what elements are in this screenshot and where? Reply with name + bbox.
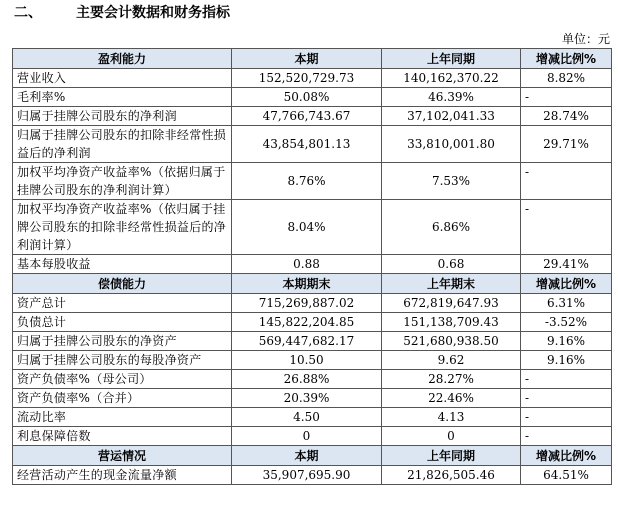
current-value: 8.76%	[232, 163, 382, 200]
current-value: 43,854,801.13	[232, 126, 382, 163]
current-value: 35,907,695.90	[232, 466, 382, 485]
unit-note: 单位：元	[561, 32, 610, 46]
financial-indicators-table	[12, 48, 612, 485]
change-value: 64.51%	[521, 466, 612, 485]
current-value: 20.39%	[232, 389, 382, 408]
table-row	[13, 332, 612, 351]
prior-value: 21,826,505.46	[382, 466, 521, 485]
table-row	[13, 163, 612, 200]
prior-value: 33,810,001.80	[382, 126, 521, 163]
table-row	[13, 427, 612, 446]
header-change-ratio: 增减比例%	[521, 274, 612, 294]
table-row	[13, 200, 612, 255]
header-row-profitability	[13, 49, 612, 69]
row-label: 加权平均净资产收益率%（依据归属于挂牌公司股东的净利润计算）	[13, 163, 232, 200]
current-value: 50.08%	[232, 88, 382, 107]
change-value: 29.71%	[521, 126, 612, 163]
section-title: 主要会计数据和财务指标	[76, 5, 230, 21]
table-row	[13, 107, 612, 126]
change-value: 6.31%	[521, 294, 612, 313]
change-value: 9.16%	[521, 351, 612, 370]
row-label: 资产总计	[13, 294, 232, 313]
change-value: 29.41%	[521, 255, 612, 274]
row-label: 流动比率	[13, 408, 232, 427]
prior-value: 0.68	[382, 255, 521, 274]
row-label: 资产负债率%（母公司）	[13, 370, 232, 389]
header-row-operations	[13, 446, 612, 466]
table-row	[13, 255, 612, 274]
row-label: 毛利率%	[13, 88, 232, 107]
current-value: 152,520,729.73	[232, 69, 382, 88]
header-prior-period-end: 上年期末	[382, 274, 521, 294]
row-label: 归属于挂牌公司股东的每股净资产	[13, 351, 232, 370]
prior-value: 9.62	[382, 351, 521, 370]
change-value: 28.74%	[521, 107, 612, 126]
header-prior-period: 上年同期	[382, 49, 521, 69]
change-value: -	[521, 163, 612, 200]
header-solvency: 偿债能力	[13, 274, 232, 294]
current-value: 8.04%	[232, 200, 382, 255]
prior-value: 0	[382, 427, 521, 446]
row-label: 加权平均净资产收益率%（依归属于挂牌公司股东的扣除非经常性损益后的净利润计算）	[13, 200, 232, 255]
header-period-end: 本期期末	[232, 274, 382, 294]
prior-value: 521,680,938.50	[382, 332, 521, 351]
prior-value: 46.39%	[382, 88, 521, 107]
current-value: 715,269,887.02	[232, 294, 382, 313]
change-value: -	[521, 88, 612, 107]
table-row	[13, 69, 612, 88]
current-value: 145,822,204.85	[232, 313, 382, 332]
prior-value: 672,819,647.93	[382, 294, 521, 313]
header-current-period: 本期	[232, 446, 382, 466]
current-value: 569,447,682.17	[232, 332, 382, 351]
row-label: 营业收入	[13, 69, 232, 88]
change-value: -	[521, 408, 612, 427]
prior-value: 6.86%	[382, 200, 521, 255]
prior-value: 140,162,370.22	[382, 69, 521, 88]
row-label: 归属于挂牌公司股东的净资产	[13, 332, 232, 351]
row-label: 经营活动产生的现金流量净额	[13, 466, 232, 485]
prior-value: 4.13	[382, 408, 521, 427]
current-value: 47,766,743.67	[232, 107, 382, 126]
current-value: 26.88%	[232, 370, 382, 389]
change-value: -3.52%	[521, 313, 612, 332]
change-value: -	[521, 427, 612, 446]
section-number: 二、	[14, 5, 42, 21]
table-row	[13, 389, 612, 408]
prior-value: 37,102,041.33	[382, 107, 521, 126]
table-row	[13, 351, 612, 370]
table-row	[13, 370, 612, 389]
prior-value: 22.46%	[382, 389, 521, 408]
current-value: 0.88	[232, 255, 382, 274]
row-label: 负债总计	[13, 313, 232, 332]
table-row	[13, 408, 612, 427]
header-change-ratio: 增减比例%	[521, 49, 612, 69]
header-current-period: 本期	[232, 49, 382, 69]
current-value: 0	[232, 427, 382, 446]
table-row	[13, 313, 612, 332]
prior-value: 7.53%	[382, 163, 521, 200]
row-label: 归属于挂牌公司股东的净利润	[13, 107, 232, 126]
prior-value: 28.27%	[382, 370, 521, 389]
table-row	[13, 88, 612, 107]
prior-value: 151,138,709.43	[382, 313, 521, 332]
header-change-ratio: 增减比例%	[521, 446, 612, 466]
header-prior-period: 上年同期	[382, 446, 521, 466]
change-value: 8.82%	[521, 69, 612, 88]
change-value: -	[521, 370, 612, 389]
row-label: 资产负债率%（合并）	[13, 389, 232, 408]
header-profitability: 盈利能力	[13, 49, 232, 69]
current-value: 10.50	[232, 351, 382, 370]
current-value: 4.50	[232, 408, 382, 427]
table-row	[13, 294, 612, 313]
row-label: 归属于挂牌公司股东的扣除非经常性损益后的净利润	[13, 126, 232, 163]
change-value: -	[521, 200, 612, 255]
row-label: 基本每股收益	[13, 255, 232, 274]
table-row	[13, 126, 612, 163]
row-label: 利息保障倍数	[13, 427, 232, 446]
change-value: 9.16%	[521, 332, 612, 351]
header-row-solvency	[13, 274, 612, 294]
section-heading	[14, 2, 230, 22]
header-operations: 营运情况	[13, 446, 232, 466]
change-value: -	[521, 389, 612, 408]
table-row	[13, 466, 612, 485]
